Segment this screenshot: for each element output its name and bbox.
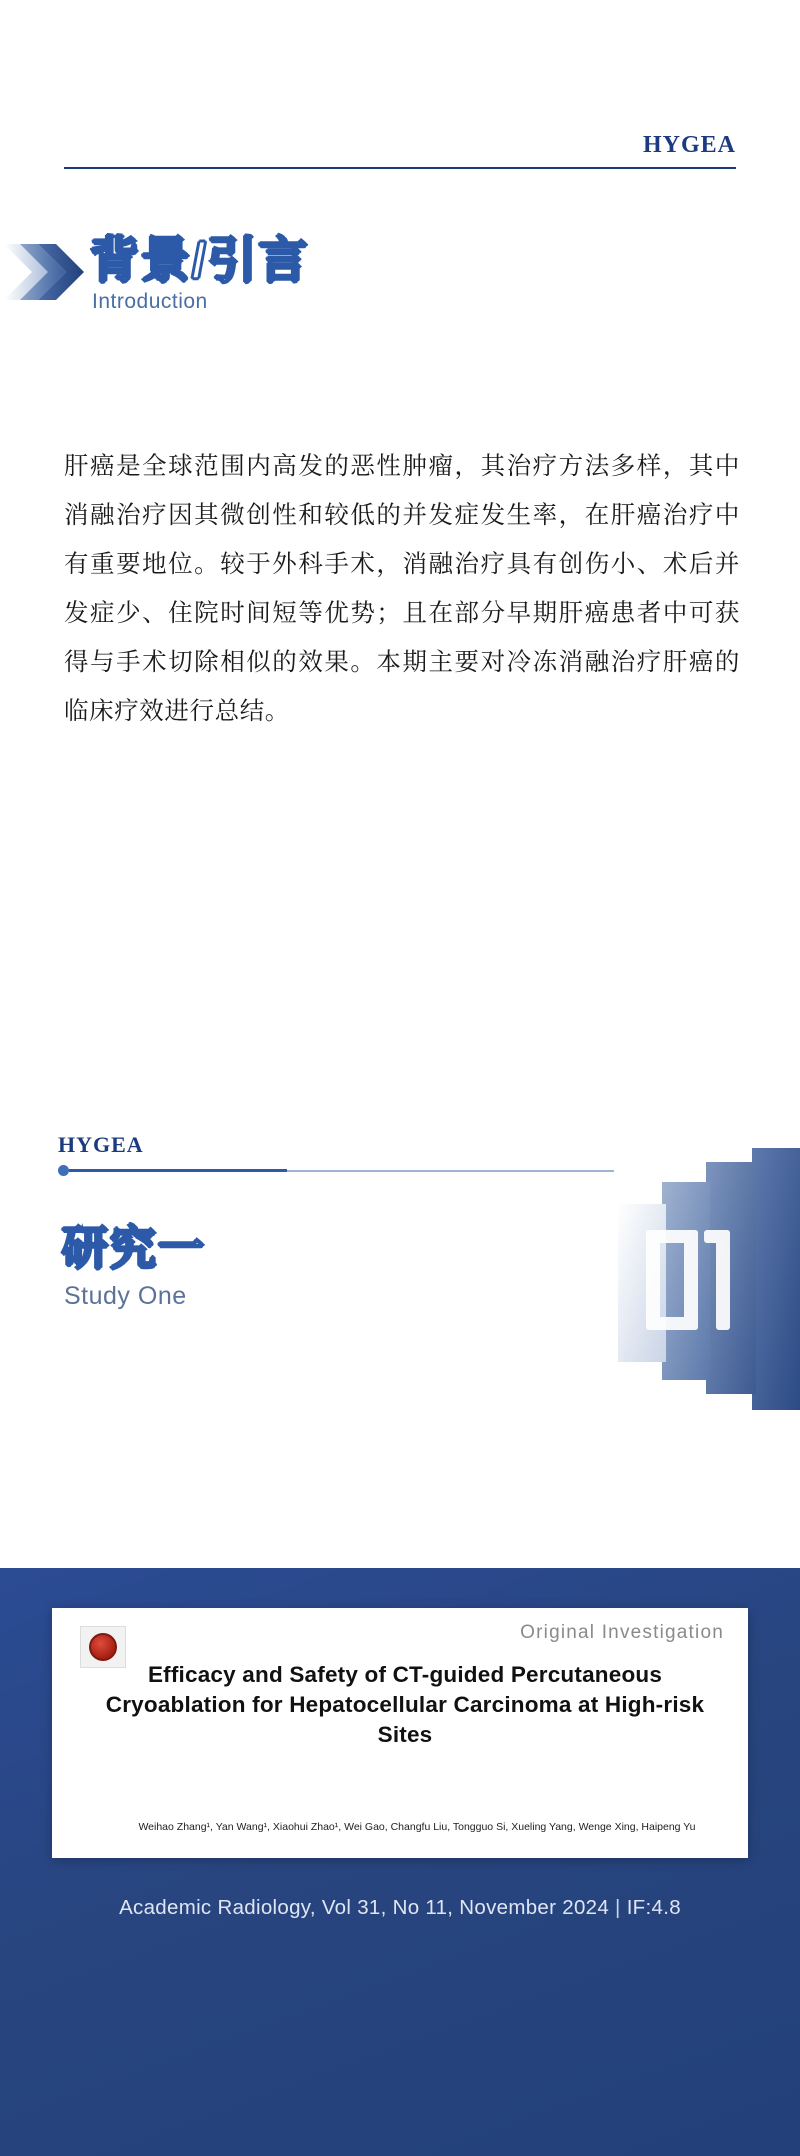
mid-brand-wordmark: HYGEA (58, 1132, 144, 1157)
mid-brand-divider (58, 1165, 614, 1176)
impact-factor: IF:4.8 (626, 1896, 681, 1919)
journal-citation: Academic Radiology, Vol 31, No 11, November 2024 (119, 1896, 610, 1919)
section-title-en: Introduction (92, 290, 208, 313)
logo-circle-shape (89, 1633, 117, 1661)
paper-panel (0, 1568, 800, 2156)
study-title-en: Study One (64, 1282, 187, 1310)
divider-segment-dark (69, 1169, 287, 1172)
top-brand-header (64, 132, 736, 169)
brand-wordmark: HYGEA (642, 132, 736, 158)
header-divider (64, 167, 736, 169)
divider-segment-light (287, 1170, 614, 1172)
journal-citation-line (0, 1896, 800, 1920)
paper-title: Efficacy and Safety of CT-guided Percutaneous Cryoablation for Hepatocellular Carcinoma at High-risk Sites (105, 1662, 705, 1748)
study-title-cn: 研究一 (62, 1222, 206, 1274)
arrow-icon (4, 238, 90, 306)
paper-card (52, 1608, 748, 1858)
citation-separator: | (615, 1896, 621, 1919)
introduction-paragraph: 肝癌是全球范围内高发的恶性肿瘤，其治疗方法多样，其中消融治疗因其微创性和较低的并发症发生率，在肝癌治疗中有重要地位。较于外科手术，消融治疗具有创伤小、术后并发症少、住院时间短等优势；且在部分早期肝癌患者中可获得与手术切除相似的效果。本期主要对冷冻消融治疗肝癌的临床疗效进行总结。 (64, 453, 740, 725)
mid-brand-block (58, 1132, 614, 1176)
decoration-number-01 (570, 1148, 800, 1410)
divider-dot-icon (58, 1165, 69, 1176)
section-introduction-heading (0, 228, 800, 358)
section-title-cn: 背景/引言 (90, 234, 310, 288)
paper-category: Original Investigation (520, 1622, 724, 1643)
paper-authors: Weihao Zhang¹, Yan Wang¹, Xiaohui Zhao¹, Wei Gao, Changfu Liu, Tongguo Si, Xueling Yang, Wenge Xing, Haipeng Yu (138, 1821, 696, 1834)
